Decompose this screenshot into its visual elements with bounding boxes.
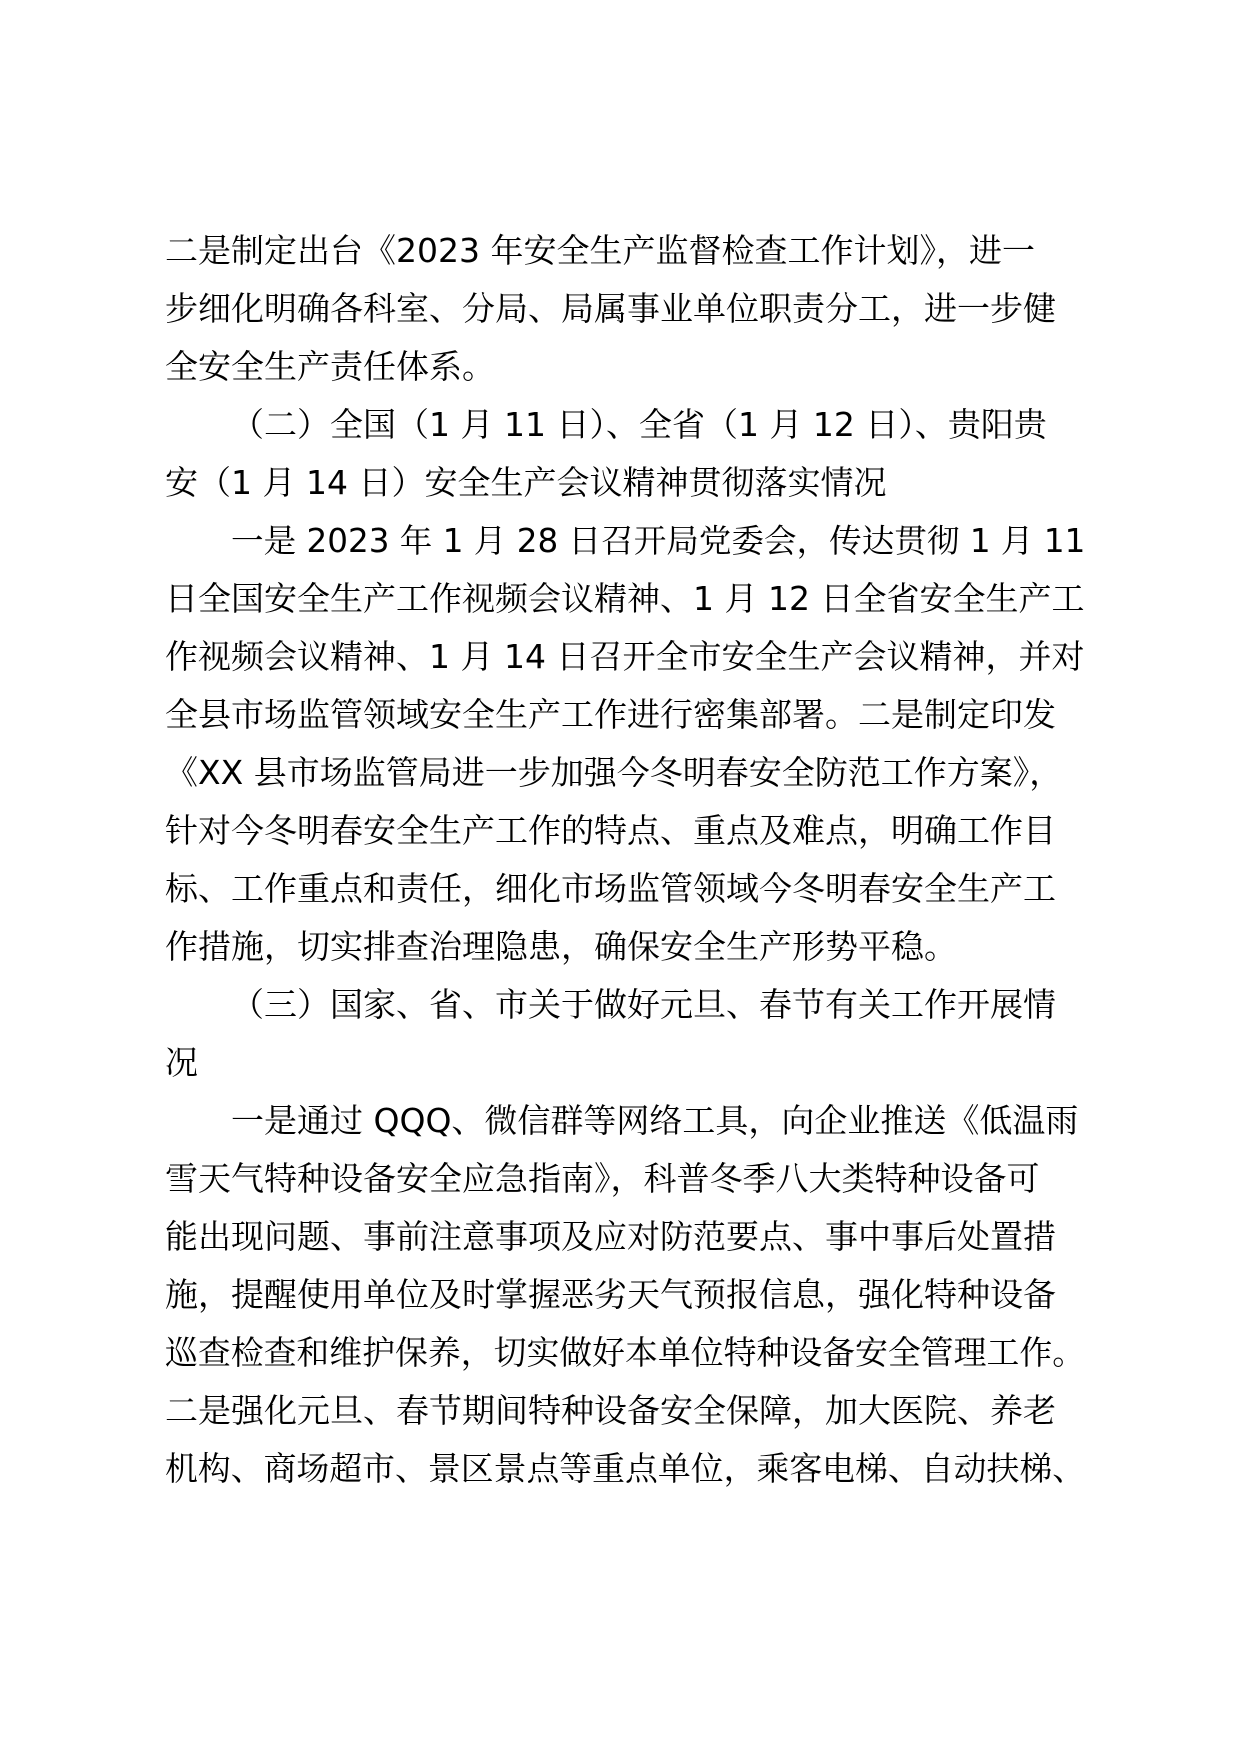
- text-line: 施，提醒使用单位及时掌握恶劣天气预报信息，强化特种设备: [165, 1275, 1056, 1314]
- text-line: 一是通过 QQQ、微信群等网络工具，向企业推送《低温雨: [231, 1101, 1079, 1140]
- text-line: 二是强化元旦、春节期间特种设备安全保障，加大医院、养老: [165, 1391, 1056, 1430]
- text-line: 作措施，切实排查治理隐患，确保安全生产形势平稳。: [165, 927, 957, 966]
- text-line: 标、工作重点和责任，细化市场监管领域今冬明春安全生产工: [165, 869, 1056, 908]
- text-line: （三）国家、省、市关于做好元旦、春节有关工作开展情: [231, 985, 1056, 1024]
- text-line: 机构、商场超市、景区景点等重点单位，乘客电梯、自动扶梯、: [165, 1449, 1086, 1488]
- text-line: 一是 2023 年 1 月 28 日召开局党委会，传达贯彻 1 月 11: [231, 522, 1086, 560]
- text-line: 况: [165, 1043, 198, 1082]
- text-line: 全安全生产责任体系。: [165, 347, 495, 386]
- text-line: 作视频会议精神、1 月 14 日召开全市安全生产会议精神，并对: [165, 637, 1085, 676]
- text-line: 全县市场监管领域安全生产工作进行密集部署。二是制定印发: [165, 695, 1056, 734]
- text-line: 安（1 月 14 日）安全生产会议精神贯彻落实情况: [165, 463, 887, 502]
- text-line: （二）全国（1 月 11 日）、全省（1 月 12 日）、贵阳贵: [231, 405, 1047, 444]
- text-line: 雪天气特种设备安全应急指南》，科普冬季八大类特种设备可: [165, 1159, 1040, 1198]
- text-line: 能出现问题、事前注意事项及应对防范要点、事中事后处置措: [165, 1217, 1056, 1256]
- text-line: 巡查检查和维护保养，切实做好本单位特种设备安全管理工作。: [165, 1333, 1086, 1372]
- text-line: 《XX 县市场监管局进一步加强今冬明春安全防范工作方案》，: [165, 753, 1063, 792]
- text-line: 日全国安全生产工作视频会议精神、1 月 12 日全省安全生产工: [165, 579, 1085, 618]
- text-line: 针对今冬明春安全生产工作的特点、重点及难点，明确工作目: [165, 811, 1056, 850]
- text-line: 二是制定出台《2023 年安全生产监督检查工作计划》，进一: [165, 231, 1035, 270]
- document-body: [165, 222, 1085, 1498]
- text-line: 步细化明确各科室、分局、局属事业单位职责分工，进一步健: [165, 289, 1056, 328]
